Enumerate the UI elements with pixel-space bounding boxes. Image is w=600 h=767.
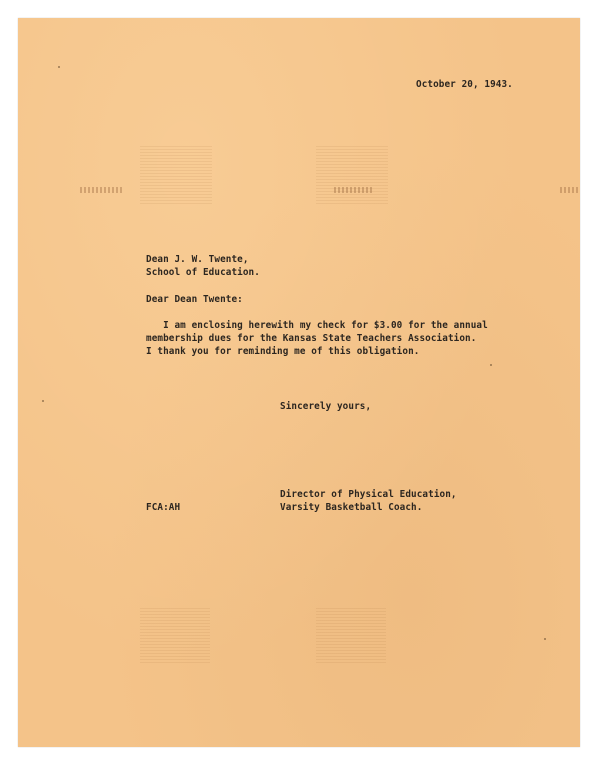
- paper-speck: [544, 638, 546, 640]
- recipient-name: Dean J. W. Twente,: [146, 254, 249, 265]
- bleed-through-mark: [316, 146, 388, 204]
- closing: Sincerely yours,: [280, 401, 372, 412]
- bleed-through-mark: [80, 187, 122, 193]
- signature-line: Director of Physical Education,: [280, 489, 457, 500]
- letter-date: October 20, 1943.: [416, 79, 513, 90]
- bleed-through-mark: [140, 146, 212, 204]
- letter-page: [18, 18, 580, 747]
- typist-initials: FCA:AH: [146, 502, 181, 513]
- bleed-through-mark: [334, 187, 374, 193]
- paper-speck: [42, 400, 44, 402]
- salutation: Dear Dean Twente:: [146, 294, 243, 305]
- bleed-through-mark: [140, 608, 210, 663]
- recipient-department: School of Education.: [146, 267, 260, 278]
- body-line: I thank you for reminding me of this obligation.: [146, 346, 420, 357]
- paper-speck: [490, 364, 492, 366]
- body-line: I am enclosing herewith my check for $3.00 for the annual: [146, 320, 488, 331]
- bleed-through-mark: [316, 608, 386, 663]
- bleed-through-mark: [560, 187, 580, 193]
- signature-line: Varsity Basketball Coach.: [280, 502, 423, 513]
- paper-speck: [58, 66, 60, 68]
- body-line: membership dues for the Kansas State Teachers Association.: [146, 333, 477, 344]
